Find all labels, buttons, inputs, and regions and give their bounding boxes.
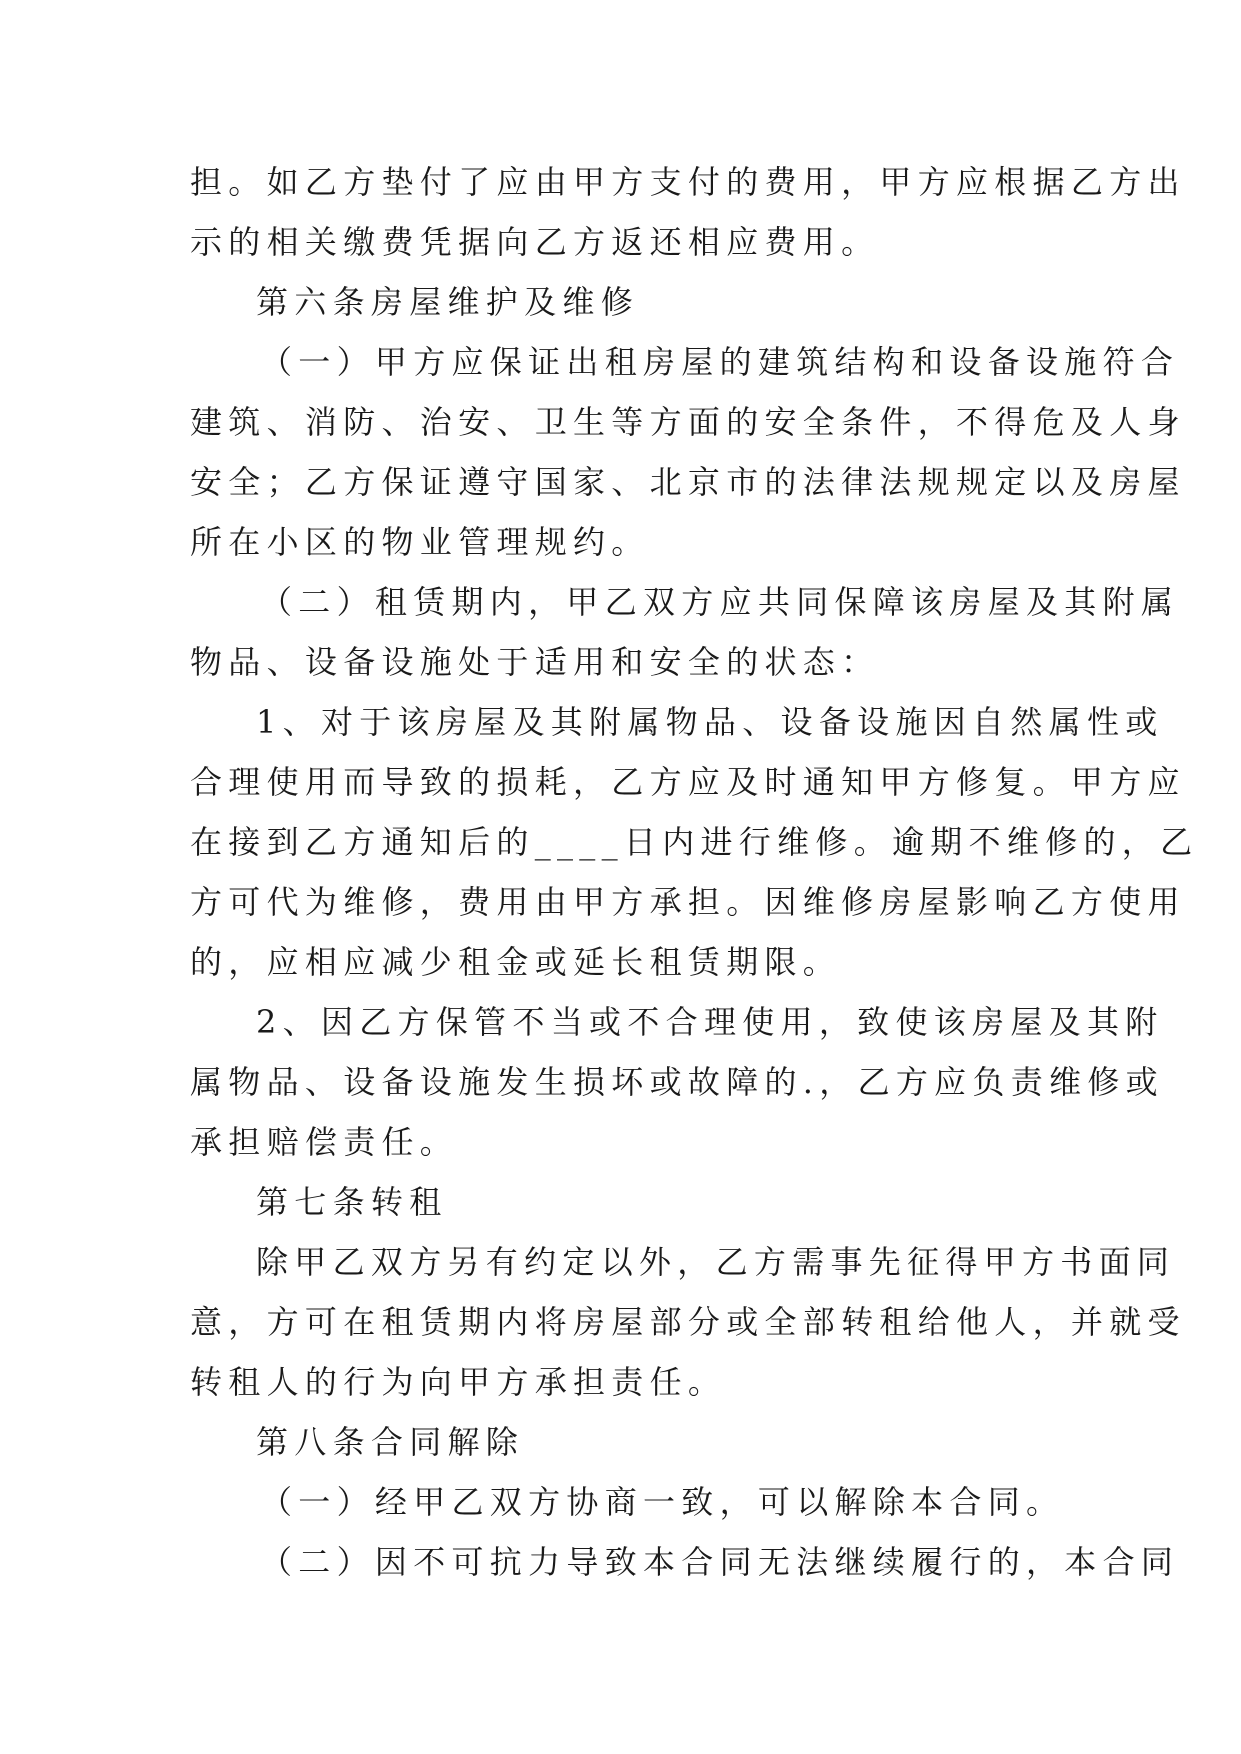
text-line: 的，应相应减少租金或延长租赁期限。 <box>190 943 842 981</box>
document-page <box>190 152 1199 1592</box>
text-line: 物品、设备设施处于适用和安全的状态： <box>190 643 880 681</box>
text-line: 2、因乙方保管不当或不合理使用，致使该房屋及其附 <box>256 1003 1164 1041</box>
text-line: 合理使用而导致的损耗，乙方应及时通知甲方修复。甲方应 <box>190 763 1186 801</box>
text-line: 承担赔偿责任。 <box>190 1123 459 1161</box>
text-line: 所在小区的物业管理规约。 <box>190 523 650 561</box>
text-line: （一）经甲乙双方协商一致，可以解除本合同。 <box>260 1483 1065 1521</box>
section-heading: 第八条合同解除 <box>256 1423 525 1461</box>
text-line: （一）甲方应保证出租房屋的建筑结构和设备设施符合 <box>260 343 1180 381</box>
text-line: 方可代为维修，费用由甲方承担。因维修房屋影响乙方使用 <box>190 883 1186 921</box>
text-line: 安全；乙方保证遵守国家、北京市的法律法规规定以及房屋 <box>190 463 1186 501</box>
text-line: 属物品、设备设施发生损坏或故障的.，乙方应负责维修或 <box>190 1063 1164 1101</box>
section-heading: 第六条房屋维护及维修 <box>256 283 640 321</box>
text-line: 意，方可在租赁期内将房屋部分或全部转租给他人，并就受 <box>190 1303 1186 1341</box>
text-line: 转租人的行为向甲方承担责任。 <box>190 1363 727 1401</box>
text-line: （二）因不可抗力导致本合同无法继续履行的，本合同 <box>260 1543 1180 1581</box>
text-line: 建筑、消防、治安、卫生等方面的安全条件，不得危及人身 <box>190 403 1186 441</box>
text-line: 示的相关缴费凭据向乙方返还相应费用。 <box>190 223 880 261</box>
text-line: 担。如乙方垫付了应由甲方支付的费用，甲方应根据乙方出 <box>190 163 1186 201</box>
section-heading: 第七条转租 <box>256 1183 448 1221</box>
text-line: 1、对于该房屋及其附属物品、设备设施因自然属性或 <box>256 703 1164 741</box>
text-line: 在接到乙方通知后的____日内进行维修。逾期不维修的，乙 <box>190 823 1199 861</box>
text-line: 除甲乙双方另有约定以外，乙方需事先征得甲方书面同 <box>256 1243 1176 1281</box>
text-line: （二）租赁期内，甲乙双方应共同保障该房屋及其附属 <box>260 583 1180 621</box>
